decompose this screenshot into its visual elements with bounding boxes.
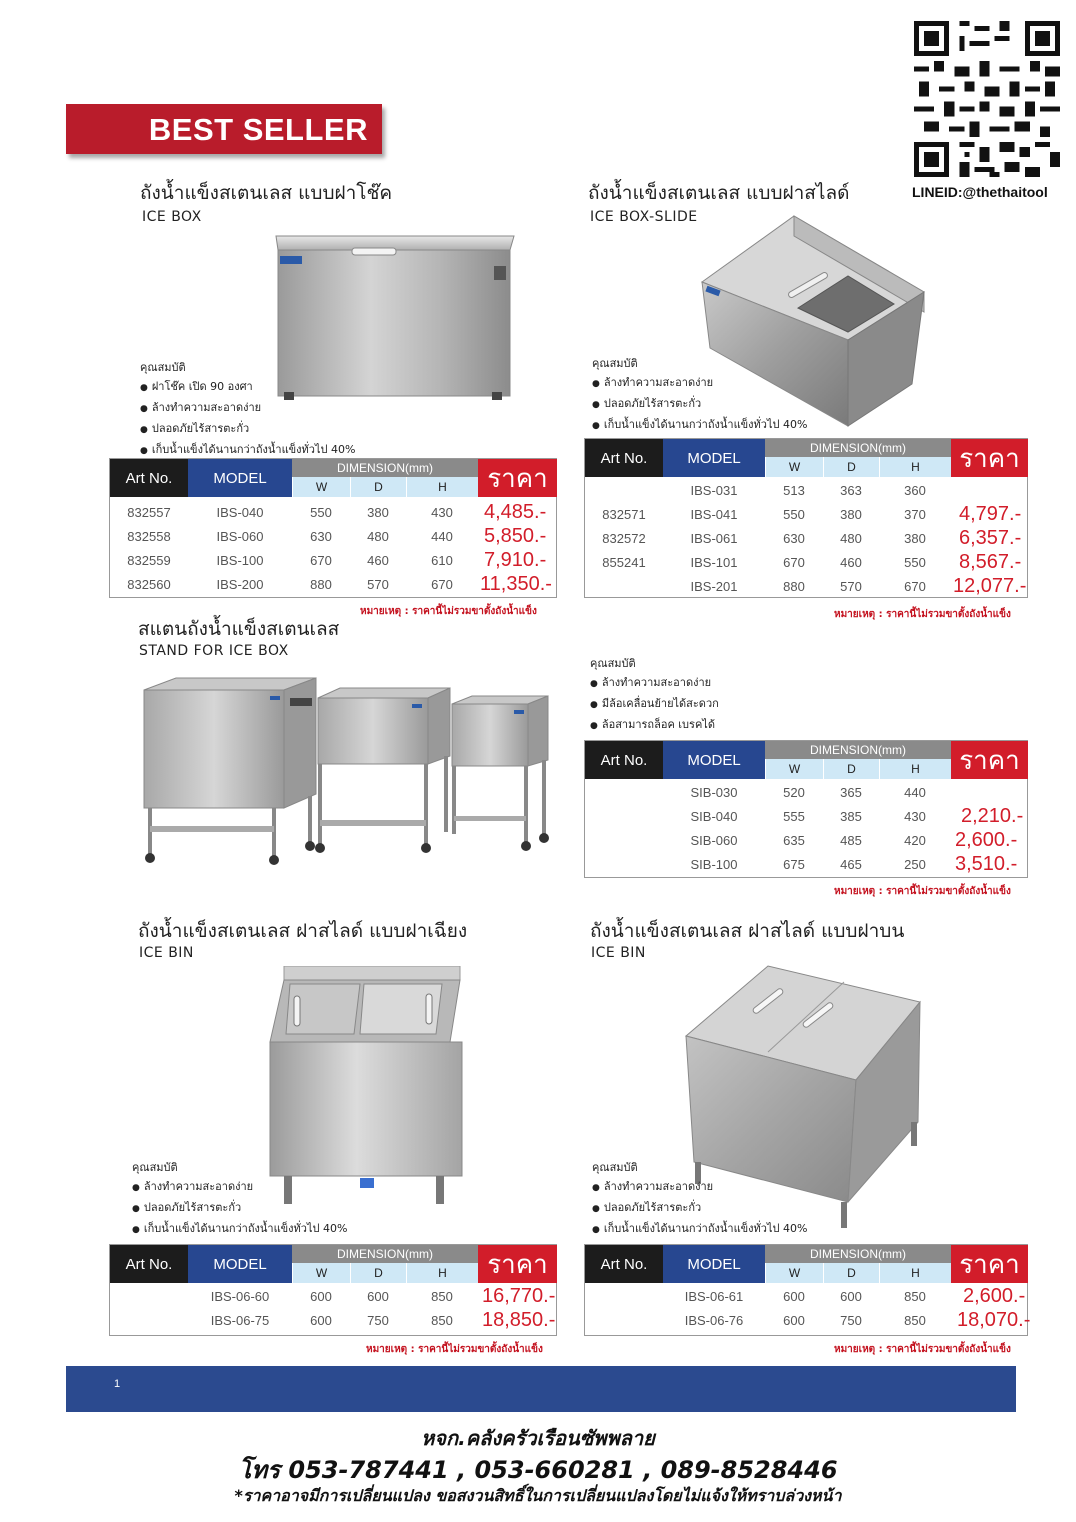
cell-w: 555 [783, 809, 805, 824]
cell-d: 480 [367, 529, 389, 544]
cell-d: 380 [367, 505, 389, 520]
cell-d: 460 [367, 553, 389, 568]
feature-item: ● เก็บน้ำแข็งได้นานกว่าถังน้ำแข็งทั่วไป 40% [592, 1219, 807, 1240]
cell-model: IBS-060 [216, 529, 264, 544]
cell-art: 832557 [127, 505, 171, 520]
feature-item: ● ปลอดภัยไร้สารตะกั่ว [592, 394, 807, 415]
col-w: W [765, 759, 823, 779]
cell-h: 850 [904, 1289, 926, 1304]
cell-model: IBS-06-75 [210, 1313, 270, 1328]
cell-model: IBS-101 [690, 555, 738, 570]
cell-w: 630 [783, 531, 805, 546]
cell-d: 365 [840, 785, 862, 800]
feature-item: ● ล้างทำความสะอาดง่าย [590, 673, 719, 694]
table-row [110, 573, 558, 597]
cell-d: 485 [840, 833, 862, 848]
slide-note: หมายเหตุ : ราคานี้ไม่รวมขาตั้งถังน้ำแข็ง [834, 609, 1011, 620]
cell-price: 16,770.- [482, 1285, 556, 1307]
cell-art: 832571 [602, 507, 646, 522]
cell-price: 3,510.- [955, 853, 1018, 875]
cell-price: 4,485.- [484, 501, 547, 523]
cell-d: 380 [840, 507, 862, 522]
icebox-note: หมายเหตุ : ราคานี้ไม่รวมขาตั้งถังน้ำแข็ง [360, 606, 537, 617]
cell-h: 850 [904, 1313, 926, 1328]
cell-price: 2,600.- [963, 1285, 1026, 1307]
slide-title-th: ถังน้ำแข็งสเตนเลส แบบฝาสไลด์ [588, 182, 850, 204]
features-label: คุณสมบัติ [590, 657, 636, 670]
col-h: H [879, 457, 951, 477]
col-dimension: DIMENSION(mm) [765, 439, 951, 457]
cell-w: 880 [783, 579, 805, 594]
col-dimension: DIMENSION(mm) [292, 1245, 478, 1263]
features-label: คุณสมบัติ [140, 361, 186, 374]
col-dimension: DIMENSION(mm) [292, 459, 478, 477]
feature-item: ● ล้างทำความสะอาดง่าย [132, 1177, 347, 1198]
cell-h: 670 [904, 579, 926, 594]
qr-code-icon [914, 20, 1060, 178]
col-model: MODEL [188, 1245, 292, 1283]
feature-item: ● ปลอดภัยไร้สารตะกั่ว [140, 419, 355, 440]
cell-price: 2,600.- [955, 829, 1018, 851]
bin-top-features [592, 1158, 807, 1240]
col-w: W [292, 1263, 350, 1283]
cell-h: 380 [904, 531, 926, 546]
cell-h: 550 [904, 555, 926, 570]
cell-model: IBS-200 [216, 577, 264, 592]
col-price: ราคา [478, 1245, 557, 1283]
cell-art: 832559 [127, 553, 171, 568]
col-model: MODEL [663, 1245, 765, 1283]
cell-model: IBS-201 [690, 579, 738, 594]
table-row [110, 501, 558, 525]
cell-h: 440 [904, 785, 926, 800]
phone-numbers: โทร 053-787441 , 053-660281 , 089-8528446 [238, 1456, 838, 1484]
cell-price: 11,350.- [480, 573, 552, 595]
feature-item: ● ล้างทำความสะอาดง่าย [592, 1177, 807, 1198]
col-price: ราคา [951, 1245, 1028, 1283]
cell-price: 18,850.- [482, 1309, 556, 1331]
cell-model: SIB-100 [690, 857, 738, 872]
cell-d: 600 [840, 1289, 862, 1304]
cell-w: 880 [310, 577, 332, 592]
cell-w: 600 [310, 1313, 332, 1328]
col-d: D [350, 1263, 406, 1283]
cell-d: 480 [840, 531, 862, 546]
company-name: หจก.คลังครัวเรือนซัพพลาย [421, 1426, 655, 1450]
feature-item: ● ล้างทำความสะอาดง่าย [592, 373, 807, 394]
icebox-title-th: ถังน้ำแข็งสเตนเลส แบบฝาโช๊ค [140, 182, 393, 204]
table-row [110, 1285, 558, 1309]
cell-h: 850 [431, 1289, 453, 1304]
cell-price: 5,850.- [484, 525, 547, 547]
cell-art: 832572 [602, 531, 646, 546]
col-h: H [879, 1263, 951, 1283]
cell-w: 600 [310, 1289, 332, 1304]
cell-price: 6,357.- [959, 527, 1022, 549]
line-id: LINEID:@thethaitool [912, 184, 1048, 200]
slide-title-en: ICE BOX-SLIDE [590, 209, 698, 225]
col-art-no: Art No. [585, 1245, 663, 1283]
feature-item: ● ล้อสามารถล็อค เบรคได้ [590, 715, 719, 736]
bin-top-title-th: ถังน้ำแข็งสเตนเลส ฝาสไลด์ แบบฝาบน [590, 920, 905, 942]
col-model: MODEL [188, 459, 292, 497]
cell-w: 550 [310, 505, 332, 520]
col-art-no: Art No. [110, 459, 188, 497]
bin-slant-title-en: ICE BIN [139, 945, 194, 961]
col-d: D [823, 457, 879, 477]
cell-d: 363 [840, 483, 862, 498]
col-price: ราคา [951, 439, 1028, 477]
col-w: W [765, 1263, 823, 1283]
cell-model: IBS-06-61 [684, 1289, 744, 1304]
feature-item: ● เก็บน้ำแข็งได้นานกว่าถังน้ำแข็งทั่วไป 40% [140, 440, 355, 461]
stand-title-en: STAND FOR ICE BOX [139, 643, 289, 659]
table-row [585, 1309, 1029, 1333]
table-row [585, 829, 1029, 853]
slide-price-table [584, 438, 1028, 598]
cell-w: 550 [783, 507, 805, 522]
cell-art: 855241 [602, 555, 646, 570]
feature-item: ● มีล้อเคลื่อนย้ายได้สะดวก [590, 694, 719, 715]
col-w: W [292, 477, 350, 497]
col-h: H [879, 759, 951, 779]
cell-price: 4,797.- [959, 503, 1022, 525]
table-row [585, 853, 1029, 877]
features-label: คุณสมบัติ [592, 1161, 638, 1174]
feature-item: ● เก็บน้ำแข็งได้นานกว่าถังน้ำแข็งทั่วไป 40% [592, 415, 807, 436]
cell-w: 675 [783, 857, 805, 872]
cell-w: 670 [783, 555, 805, 570]
cell-h: 440 [431, 529, 453, 544]
cell-price: 2,210.- [961, 805, 1024, 827]
cell-w: 600 [783, 1289, 805, 1304]
col-model: MODEL [663, 741, 765, 779]
col-h: H [406, 1263, 478, 1283]
cell-art: 832560 [127, 577, 171, 592]
best-seller-banner [66, 104, 382, 154]
cell-h: 360 [904, 483, 926, 498]
cell-model: IBS-061 [690, 531, 738, 546]
col-dimension: DIMENSION(mm) [765, 741, 951, 759]
table-row [110, 549, 558, 573]
table-row [585, 781, 1029, 805]
cell-model: SIB-040 [690, 809, 738, 824]
cell-price: 8,567.- [959, 551, 1022, 573]
col-w: W [765, 457, 823, 477]
table-row [110, 1309, 558, 1333]
col-d: D [823, 759, 879, 779]
price-disclaimer: *ราคาอาจมีการเปลี่ยนแปลง ขอสงวนสิทธิ์ในการเปลี่ยนแปลงโดยไม่แจ้งให้ทราบล่วงหน้า [234, 1486, 842, 1505]
feature-item: ● ฝาโช๊ค เปิด 90 องศา [140, 377, 355, 398]
col-price: ราคา [951, 741, 1028, 779]
cell-model: IBS-031 [690, 483, 738, 498]
col-art-no: Art No. [110, 1245, 188, 1283]
cell-h: 370 [904, 507, 926, 522]
icebox-title-en: ICE BOX [142, 209, 202, 225]
bin-top-title-en: ICE BIN [591, 945, 646, 961]
col-h: H [406, 477, 478, 497]
cell-w: 520 [783, 785, 805, 800]
cell-h: 430 [431, 505, 453, 520]
footer-bar [66, 1366, 1016, 1412]
stand-title-th: สแตนถังน้ำแข็งสเตนเลส [138, 618, 340, 640]
cell-model: IBS-06-60 [210, 1289, 270, 1304]
table-row [585, 479, 1029, 503]
cell-d: 570 [840, 579, 862, 594]
cell-h: 250 [904, 857, 926, 872]
table-row [110, 525, 558, 549]
col-art-no: Art No. [585, 741, 663, 779]
cell-price: 7,910.- [484, 549, 547, 571]
cell-d: 465 [840, 857, 862, 872]
cell-model: IBS-041 [690, 507, 738, 522]
cell-d: 600 [367, 1289, 389, 1304]
feature-item: ● ปลอดภัยไร้สารตะกั่ว [592, 1198, 807, 1219]
feature-item: ● ปลอดภัยไร้สารตะกั่ว [132, 1198, 347, 1219]
cell-art: 832558 [127, 529, 171, 544]
features-label: คุณสมบัติ [132, 1161, 178, 1174]
bin-slant-note: หมายเหตุ : ราคานี้ไม่รวมขาตั้งถังน้ำแข็ง [366, 1344, 543, 1355]
cell-price: 18,070.- [957, 1309, 1031, 1331]
cell-h: 420 [904, 833, 926, 848]
table-row [585, 575, 1029, 599]
cell-w: 513 [783, 483, 805, 498]
stand-features [590, 654, 719, 736]
table-row [585, 805, 1029, 829]
table-row [585, 503, 1029, 527]
cell-h: 610 [431, 553, 453, 568]
bin-slant-title-th: ถังน้ำแข็งสเตนเลส ฝาสไลด์ แบบฝาเฉียง [138, 920, 468, 942]
page-number: 1 [114, 1378, 121, 1390]
col-dimension: DIMENSION(mm) [765, 1245, 951, 1263]
icebox-features [140, 358, 355, 461]
col-d: D [350, 477, 406, 497]
feature-item: ● ล้างทำความสะอาดง่าย [140, 398, 355, 419]
bin-top-price-table [584, 1244, 1031, 1336]
cell-model: IBS-040 [216, 505, 264, 520]
table-row [585, 527, 1029, 551]
cell-model: IBS-06-76 [684, 1313, 744, 1328]
cell-price: 12,077.- [953, 575, 1027, 597]
cell-w: 600 [783, 1313, 805, 1328]
cell-h: 850 [431, 1313, 453, 1328]
bin-slant-price-table [109, 1244, 557, 1336]
col-model: MODEL [663, 439, 765, 477]
cell-d: 750 [840, 1313, 862, 1328]
table-row [585, 551, 1029, 575]
features-label: คุณสมบัติ [592, 357, 638, 370]
cell-w: 630 [310, 529, 332, 544]
cell-d: 570 [367, 577, 389, 592]
cell-d: 385 [840, 809, 862, 824]
slide-features [592, 354, 807, 436]
bin-top-note: หมายเหตุ : ราคานี้ไม่รวมขาตั้งถังน้ำแข็ง [834, 1344, 1011, 1355]
col-d: D [823, 1263, 879, 1283]
bin-slant-features [132, 1158, 347, 1240]
stand-image [140, 676, 552, 878]
cell-model: SIB-030 [690, 785, 738, 800]
cell-model: IBS-100 [216, 553, 264, 568]
cell-d: 750 [367, 1313, 389, 1328]
cell-model: SIB-060 [690, 833, 738, 848]
col-price: ราคา [478, 459, 557, 497]
banner-text: BEST SELLER [148, 112, 368, 147]
cell-h: 430 [904, 809, 926, 824]
cell-w: 670 [310, 553, 332, 568]
icebox-price-table [109, 458, 557, 598]
cell-w: 635 [783, 833, 805, 848]
cell-h: 670 [431, 577, 453, 592]
col-art-no: Art No. [585, 439, 663, 477]
stand-note: หมายเหตุ : ราคานี้ไม่รวมขาตั้งถังน้ำแข็ง [834, 886, 1011, 897]
feature-item: ● เก็บน้ำแข็งได้นานกว่าถังน้ำแข็งทั่วไป 40% [132, 1219, 347, 1240]
table-row [585, 1285, 1029, 1309]
stand-price-table [584, 740, 1028, 878]
cell-d: 460 [840, 555, 862, 570]
